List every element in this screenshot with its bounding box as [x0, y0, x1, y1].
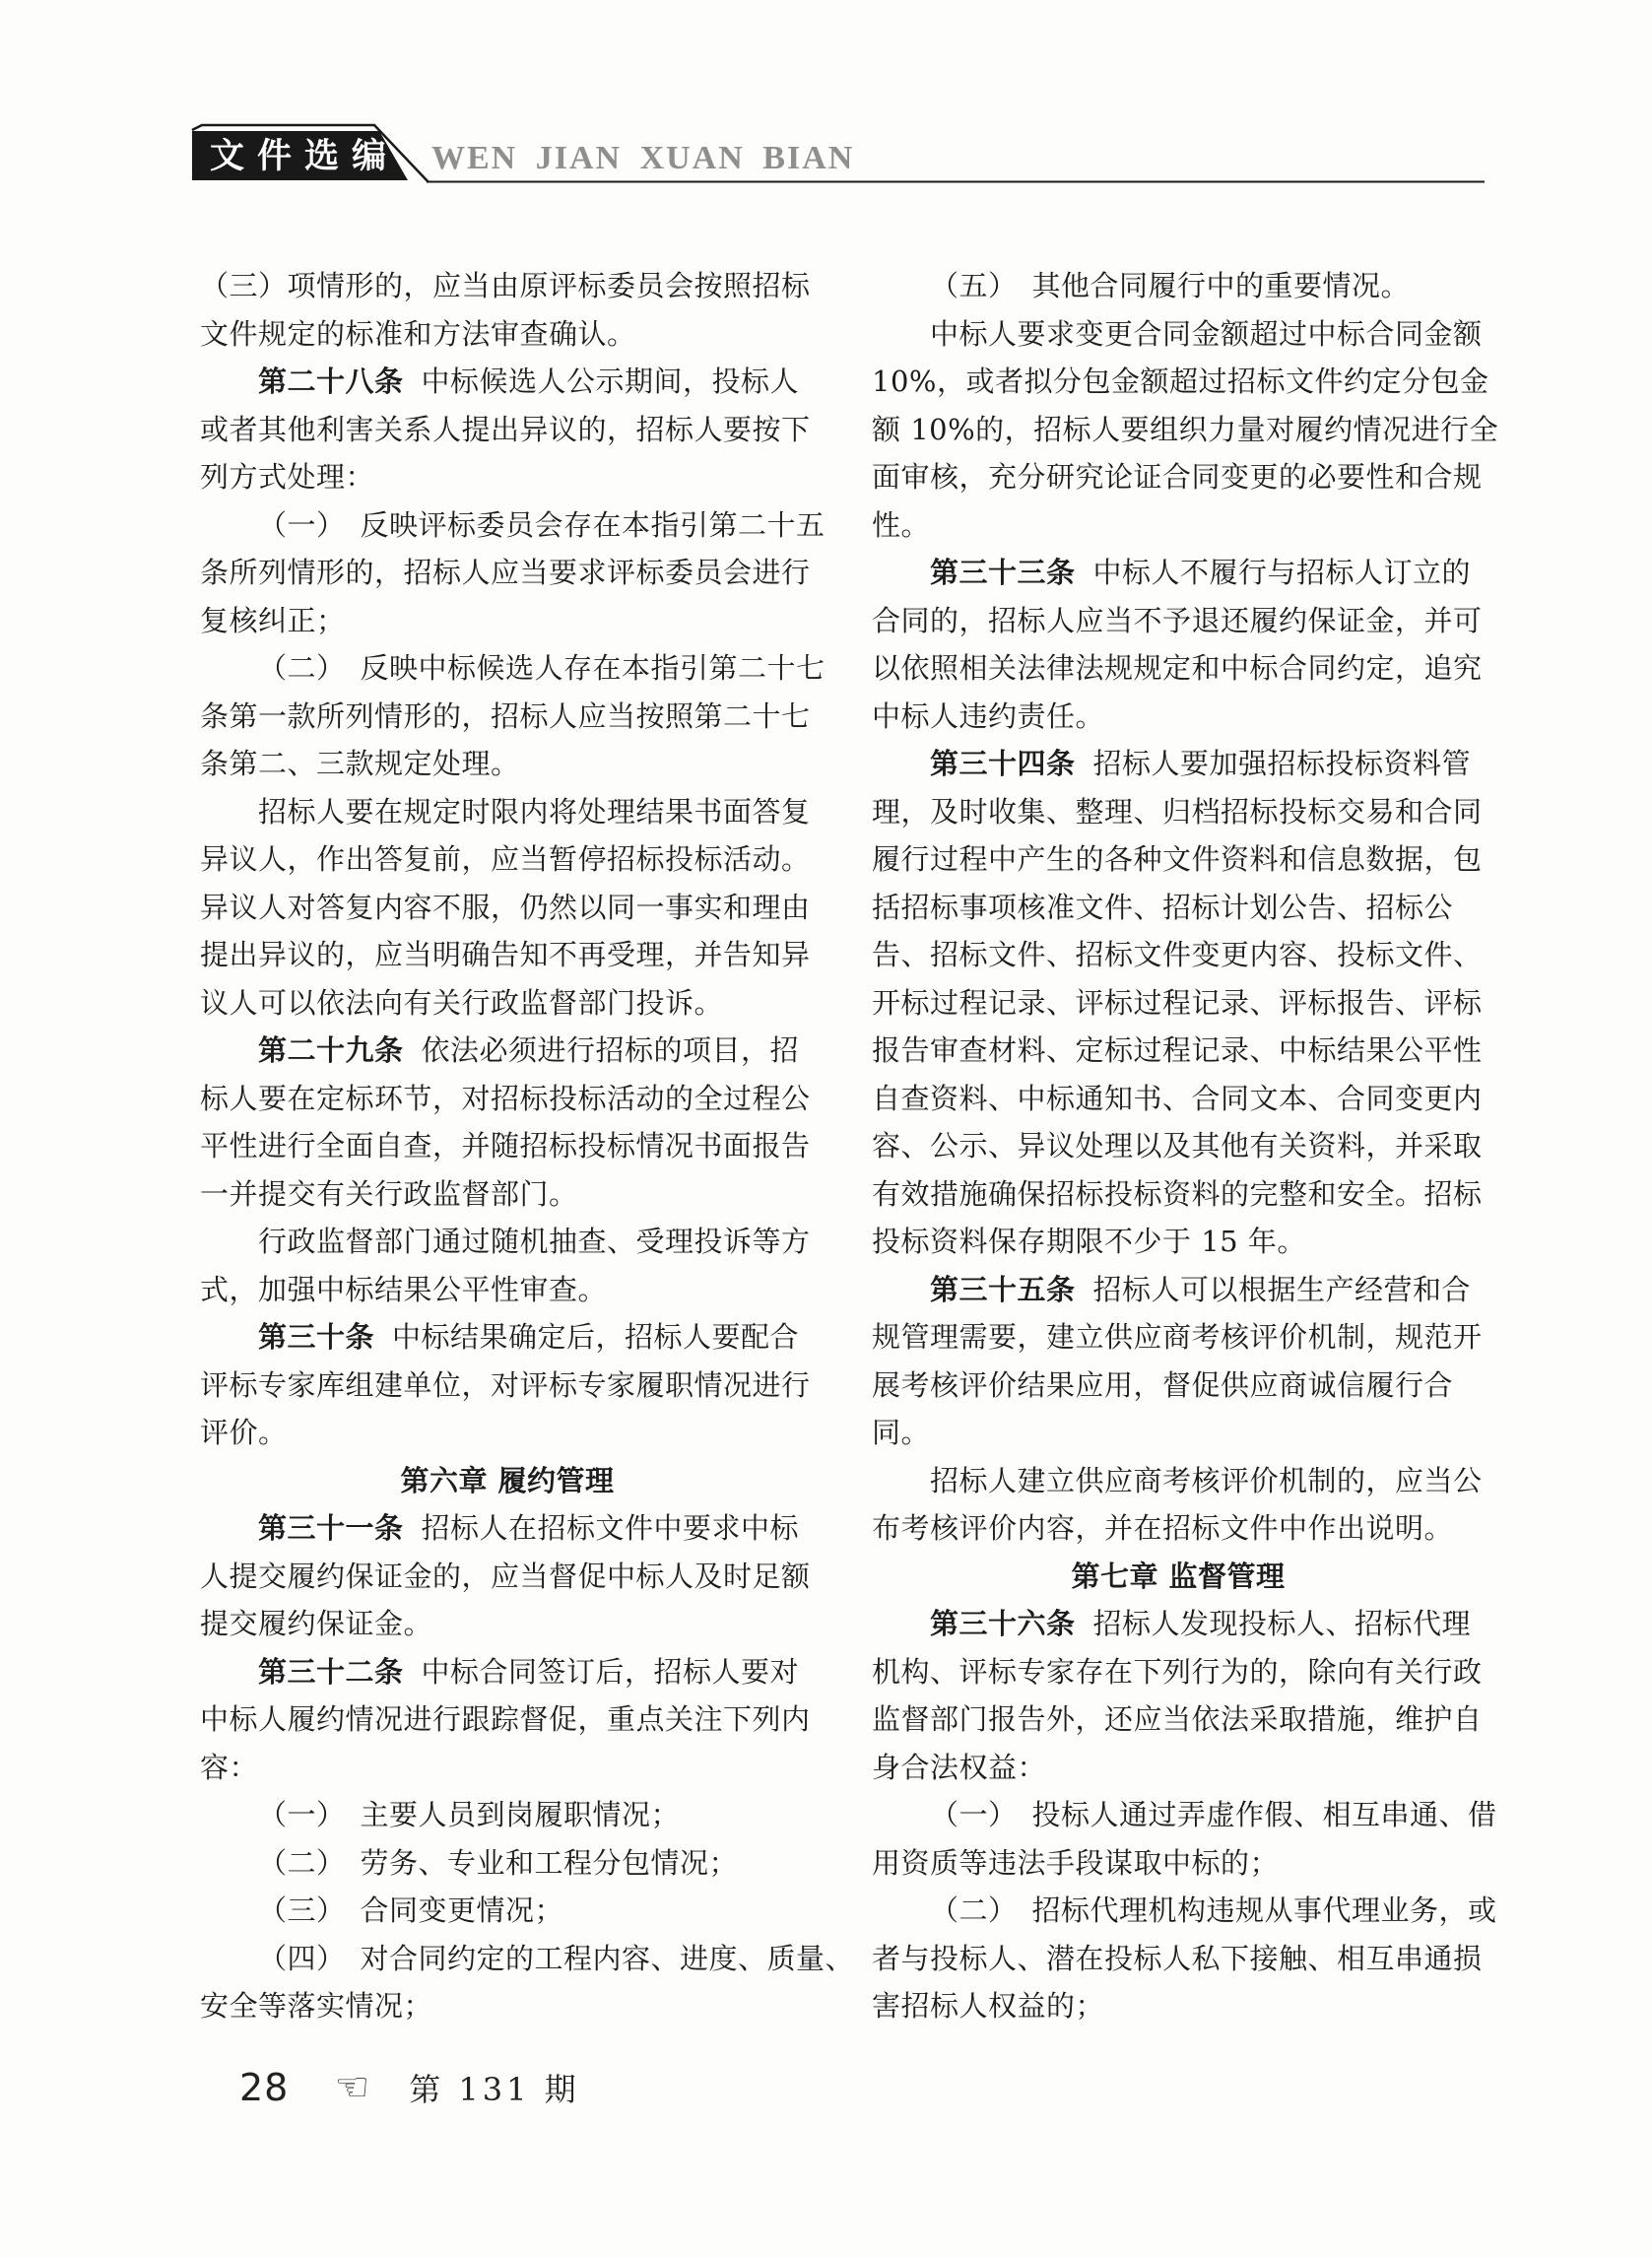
text-line	[200, 1266, 815, 1314]
text-line	[200, 262, 815, 310]
text-line	[200, 1313, 815, 1361]
line-text: 监督部门报告外，还应当依法采取措施，维护自	[872, 1702, 1483, 1736]
line-text: 提出异议的，应当明确告知不再受理，并告知异	[200, 938, 811, 971]
line-text: 者与投标人、潜在投标人私下接触、相互串通损	[872, 1941, 1483, 1975]
text-line	[872, 1600, 1485, 1648]
line-text: 面审核，充分研究论证合同变更的必要性和合规	[872, 460, 1483, 494]
line-text: 条第二、三款规定处理。	[200, 747, 520, 780]
text-line	[872, 1361, 1485, 1410]
line-text: 异议人对答复内容不服，仍然以同一事实和理由	[200, 890, 811, 924]
line-text: 条所列情形的，招标人应当要求评标委员会进行	[200, 556, 811, 589]
text-line	[200, 644, 826, 693]
line-text: （二） 招标代理机构违规从事代理业务，或	[930, 1893, 1497, 1927]
chapter-heading	[200, 1457, 815, 1505]
text-line	[200, 406, 815, 454]
line-text: 合同的，招标人应当不予退还履约保证金，并可	[872, 603, 1483, 637]
text-line	[872, 884, 1485, 932]
text-line	[872, 1744, 1485, 1792]
text-line	[872, 1075, 1485, 1123]
line-text: 中标合同签订后，招标人要对	[421, 1654, 800, 1689]
text-line	[200, 1791, 815, 1839]
line-text: 评价。	[200, 1416, 288, 1449]
text-line	[872, 1313, 1485, 1361]
line-text: 中标人不履行与招标人订立的	[1092, 556, 1472, 589]
line-text: 报告审查材料、定标过程记录、中标结果公平性	[872, 1033, 1483, 1067]
text-line	[200, 1361, 815, 1410]
line-text: 性。	[872, 507, 931, 542]
text-line	[200, 1982, 815, 2030]
line-text: 用资质等违法手段谋取中标的；	[872, 1845, 1280, 1880]
text-line	[200, 1839, 815, 1888]
line-text: 理，及时收集、整理、归档招标投标交易和合同	[872, 794, 1483, 829]
line-text: 中标结果确定后，招标人要配合	[392, 1320, 800, 1354]
pointing-hand-icon: ☜	[334, 2065, 370, 2110]
line-text: 招标人在招标文件中要求中标	[421, 1511, 800, 1545]
line-text: 展考核评价结果应用，督促供应商诚信履行合	[872, 1367, 1454, 1402]
line-text: 机构、评标专家存在下列行为的，除向有关行政	[872, 1654, 1483, 1689]
text-line	[200, 1600, 815, 1648]
banner-subtitle-pinyin: WEN JIAN XUAN BIAN	[431, 140, 855, 176]
line-text: （三） 合同变更情况；	[258, 1893, 564, 1927]
line-text: 平性进行全面自查，并随招标投标情况书面报告	[200, 1129, 811, 1162]
line-text: 规管理需要，建立供应商考核评价机制，规范开	[872, 1320, 1483, 1354]
text-line	[200, 1027, 815, 1075]
text-line	[200, 1122, 815, 1170]
text-line	[872, 1266, 1485, 1314]
line-text: 身合法权益：	[872, 1750, 1047, 1784]
text-line	[200, 1648, 815, 1696]
article-number: 第三十一条	[258, 1511, 404, 1545]
text-line	[200, 693, 815, 741]
text-line	[872, 979, 1485, 1028]
line-text: 安全等落实情况；	[200, 1989, 433, 2023]
line-text: 中标人履约情况进行跟踪督促，重点关注下列内	[200, 1702, 811, 1736]
line-text: 复核纠正；	[200, 603, 346, 637]
text-line	[200, 1553, 815, 1601]
text-line	[872, 549, 1485, 597]
text-line	[872, 644, 1485, 693]
text-line	[872, 1935, 1485, 1983]
line-text: 同。	[872, 1416, 931, 1449]
page-number: 28	[239, 2066, 290, 2109]
line-text: 招标人可以根据生产经营和合	[1092, 1272, 1472, 1306]
text-line	[872, 1027, 1485, 1075]
article-number: 第二十八条	[258, 365, 404, 398]
text-line	[872, 453, 1485, 501]
page-footer	[239, 2065, 580, 2110]
banner-shape	[0, 0, 1652, 227]
text-line	[872, 310, 1485, 359]
line-text: 开标过程记录、评标过程记录、评标报告、评标	[872, 985, 1483, 1020]
text-line	[872, 788, 1485, 836]
text-line	[200, 501, 826, 550]
text-line	[200, 453, 815, 501]
article-number: 第三十三条	[930, 556, 1076, 589]
line-text: （二） 反映中标候选人存在本指引第二十七	[258, 651, 826, 685]
text-line	[872, 1648, 1485, 1696]
line-text: 中标人要求变更合同金额超过中标合同金额	[930, 316, 1483, 351]
line-text: （一） 投标人通过弄虚作假、相互串通、借	[930, 1798, 1497, 1831]
line-text: 招标人发现投标人、招标代理	[1092, 1607, 1472, 1640]
line-text: （四） 对合同约定的工程内容、进度、质量、	[258, 1941, 855, 1975]
text-line	[872, 1122, 1485, 1170]
text-line	[200, 310, 815, 359]
line-text: 异议人，作出答复前，应当暂停招标投标活动。	[200, 842, 811, 876]
text-line	[872, 1695, 1485, 1744]
line-text: 依法必须进行招标的项目，招	[421, 1033, 800, 1067]
line-text: 或者其他利害关系人提出异议的，招标人要按下	[200, 412, 811, 446]
text-line	[200, 358, 815, 406]
line-text: 括招标事项核准文件、招标计划公告、招标公	[872, 890, 1454, 924]
text-line	[872, 262, 1485, 310]
line-text: 招标人要加强招标投标资料管	[1092, 747, 1472, 780]
line-text: 标人要在定标环节，对招标投标活动的全过程公	[200, 1081, 811, 1115]
article-number: 第二十九条	[258, 1033, 404, 1067]
chapter-heading	[872, 1553, 1485, 1601]
text-line	[200, 1887, 815, 1935]
line-text: 条第一款所列情形的，招标人应当按照第二十七	[200, 698, 811, 733]
line-text: 式，加强中标结果公平性审查。	[200, 1272, 608, 1306]
text-line	[200, 597, 815, 645]
line-text: 有效措施确保招标投标资料的完整和安全。招标	[872, 1176, 1483, 1211]
text-line	[872, 835, 1485, 884]
line-text: 容：	[200, 1750, 259, 1784]
text-line	[872, 1170, 1485, 1219]
text-line	[200, 1075, 815, 1123]
chapter-heading-text: 第六章 履约管理	[400, 1463, 615, 1497]
text-line	[200, 979, 815, 1028]
text-line	[872, 358, 1489, 406]
article-number: 第三十条	[258, 1320, 375, 1354]
article-number: 第三十六条	[930, 1607, 1076, 1640]
text-line	[872, 1409, 1485, 1457]
text-line	[872, 1887, 1497, 1935]
line-text: 议人可以依法向有关行政监督部门投诉。	[200, 985, 724, 1020]
text-line	[200, 931, 815, 979]
text-line	[200, 1504, 815, 1553]
line-text: （二） 劳务、专业和工程分包情况；	[258, 1845, 739, 1880]
line-text: （一） 主要人员到岗履职情况；	[258, 1798, 681, 1831]
text-line	[872, 597, 1485, 645]
text-line	[200, 1695, 815, 1744]
text-line	[200, 884, 815, 932]
text-line	[872, 1839, 1485, 1888]
line-text: 列方式处理：	[200, 460, 375, 494]
text-line	[200, 1409, 815, 1457]
line-text: 提交履约保证金。	[200, 1607, 433, 1640]
line-text: 文件规定的标准和方法审查确认。	[200, 316, 636, 351]
article-number: 第三十二条	[258, 1654, 404, 1689]
text-line	[872, 1504, 1485, 1553]
text-line	[872, 406, 1499, 454]
line-text: 容、公示、异议处理以及其他有关资料，并采取	[872, 1129, 1483, 1162]
left-column	[200, 262, 855, 2030]
text-line	[872, 693, 1485, 741]
text-line	[200, 1935, 855, 1983]
banner-title: 文件选编	[210, 137, 400, 176]
text-line	[200, 1170, 815, 1219]
line-text: 中标人违约责任。	[872, 698, 1105, 733]
line-text: 招标人建立供应商考核评价机制的，应当公	[930, 1463, 1483, 1497]
line-text: 自查资料、中标通知书、合同文本、合同变更内	[872, 1081, 1483, 1115]
line-text: 评标专家库组建单位，对评标专家履职情况进行	[200, 1367, 811, 1402]
line-text: （三）项情形的，应当由原评标委员会按照招标	[200, 269, 811, 302]
line-text: 行政监督部门通过随机抽查、受理投诉等方	[258, 1225, 811, 1258]
line-text: 人提交履约保证金的，应当督促中标人及时足额	[200, 1559, 811, 1593]
text-line	[872, 1982, 1485, 2030]
issue-number: 第 131 期	[409, 2071, 580, 2108]
text-line	[200, 835, 815, 884]
line-text: 中标候选人公示期间，投标人	[421, 365, 800, 398]
line-text: 一并提交有关行政监督部门。	[200, 1176, 578, 1211]
line-text: （五） 其他合同履行中的重要情况。	[930, 269, 1411, 302]
text-line	[872, 1457, 1485, 1505]
text-line	[872, 501, 1485, 550]
text-line	[200, 1744, 815, 1792]
line-text: 以依照相关法律法规规定和中标合同约定，追究	[872, 651, 1483, 685]
line-text: 布考核评价内容，并在招标文件中作出说明。	[872, 1511, 1454, 1545]
line-text: 额 10%的，招标人要组织力量对履约情况进行全	[872, 412, 1499, 446]
chapter-heading-text: 第七章 监督管理	[1071, 1559, 1286, 1593]
right-column	[872, 262, 1499, 2030]
article-number: 第三十五条	[930, 1272, 1076, 1306]
line-text: 害招标人权益的；	[872, 1989, 1105, 2023]
text-line	[200, 1218, 815, 1266]
line-text: 10%，或者拟分包金额超过招标文件约定分包金	[872, 365, 1489, 398]
text-line	[200, 788, 815, 836]
line-text: 招标人要在规定时限内将处理结果书面答复	[258, 794, 811, 829]
article-number: 第三十四条	[930, 747, 1076, 780]
text-line	[872, 740, 1485, 788]
text-line	[200, 549, 815, 597]
text-line	[200, 740, 815, 788]
text-line	[872, 1218, 1485, 1266]
line-text: （一） 反映评标委员会存在本指引第二十五	[258, 507, 826, 542]
line-text: 投标资料保存期限不少于 15 年。	[872, 1225, 1306, 1258]
line-text: 告、招标文件、招标文件变更内容、投标文件、	[872, 938, 1483, 971]
text-line	[872, 931, 1485, 979]
line-text: 履行过程中产生的各种文件资料和信息数据，包	[872, 842, 1483, 876]
text-line	[872, 1791, 1497, 1839]
